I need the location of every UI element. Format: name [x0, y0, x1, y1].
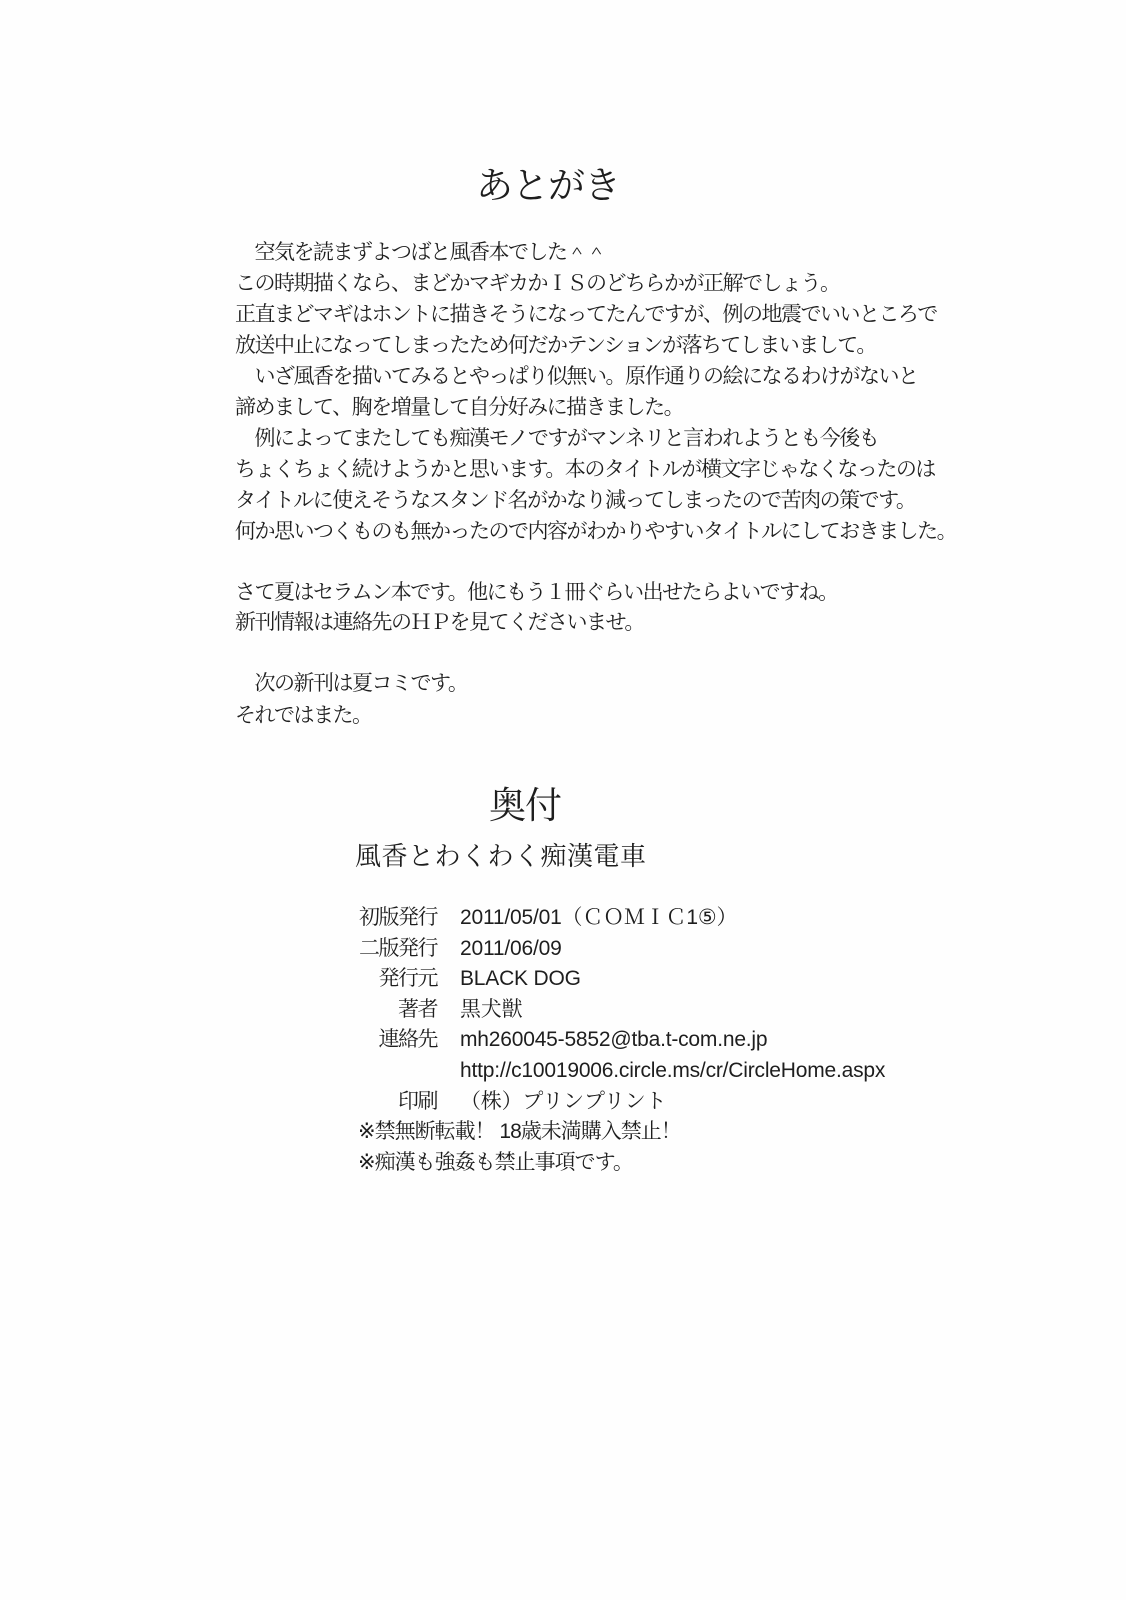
colophon-row-label: 初版発行 — [359, 906, 437, 929]
afterword-line: 次の新刊は夏コミです。 — [235, 672, 468, 695]
afterword-line: それではまた。 — [235, 704, 372, 727]
colophon-row-value: 2011/05/01（ＣＯＭＩＣ1⑤） — [460, 906, 738, 929]
colophon-title: 奥付 — [489, 785, 561, 826]
colophon-row-label: 連絡先 — [378, 1028, 437, 1052]
afterword-signoff-paragraph — [235, 668, 467, 732]
afterword-line: 諦めまして、胸を増量して自分好みに描きました。 — [235, 396, 684, 419]
colophon-row-label: 著者 — [398, 997, 437, 1021]
afterword-line: さて夏はセラムン本です。他にもう１冊ぐらい出せたらよいですね。 — [235, 581, 838, 604]
afterword-line: 正直まどマギはホントに描きそうになってたんですが、例の地震でいいところで — [235, 303, 937, 326]
colophon-row-second-edition — [212, 934, 885, 965]
colophon-table — [212, 903, 885, 1117]
afterword-line: いざ風香を描いてみるとやっぱり似無い。原作通りの絵になるわけがないと — [235, 365, 918, 388]
colophon-row-label: 二版発行 — [359, 936, 437, 960]
colophon-row-printer — [212, 1087, 885, 1118]
colophon-row-first-edition — [212, 903, 885, 934]
colophon-row-publisher — [212, 964, 885, 995]
colophon-row-author — [212, 995, 885, 1026]
colophon-row-value: 黒犬獣 — [460, 997, 523, 1021]
afterword-title: あとがき — [476, 165, 620, 206]
colophon-notices — [358, 1116, 681, 1178]
colophon-contact-url: http://c10019006.circle.ms/cr/CircleHome.aspx — [460, 1058, 886, 1082]
colophon-row-contact-email — [212, 1025, 885, 1056]
afterword-line: 空気を読まずよつばと風香本でした＾＾ — [235, 241, 606, 264]
colophon-row-label — [212, 1056, 437, 1087]
colophon-row-label: 発行元 — [378, 967, 437, 991]
colophon-row-label: 印刷 — [398, 1089, 437, 1113]
colophon-row-value: BLACK DOG — [460, 967, 581, 991]
afterword-line: 何か思いつくものも無かったので内容がわかりやすいタイトルにしておきました。 — [235, 520, 957, 543]
afterword-line: 放送中止になってしまったため何だかテンションが落ちてしまいまして。 — [235, 334, 876, 357]
colophon-row-contact-url — [212, 1056, 885, 1087]
book-title: 風香とわくわく痴漢電車 — [355, 841, 647, 871]
colophon-row-value: （株）プリンプリント — [460, 1089, 667, 1113]
afterword-line: 新刊情報は連絡先のＨＰを見てくださいませ。 — [235, 611, 644, 634]
notice-line: ※痴漢も強姦も禁止事項です。 — [358, 1151, 633, 1174]
afterword-line: ちょくちょく続けようかと思います。本のタイトルが横文字じゃなくなったのは — [235, 458, 935, 481]
notice-line: ※禁無断転載！ 18歳未満購入禁止！ — [358, 1120, 681, 1143]
afterword-closing-paragraph — [235, 578, 838, 638]
afterword-body-paragraph — [235, 237, 956, 547]
colophon-row-value: 2011/06/09 — [460, 936, 562, 960]
afterword-line: この時期描くなら、まどかマギカかＩＳのどちらかが正解でしょう。 — [235, 272, 840, 295]
colophon-contact-email: mh260045-5852@tba.t-com.ne.jp — [460, 1028, 768, 1052]
afterword-line: タイトルに使えそうなスタンド名がかなり減ってしまったので苦肉の策です。 — [235, 489, 916, 512]
afterword-line: 例によってまたしても痴漢モノですがマンネリと言われようとも今後も — [235, 427, 879, 450]
